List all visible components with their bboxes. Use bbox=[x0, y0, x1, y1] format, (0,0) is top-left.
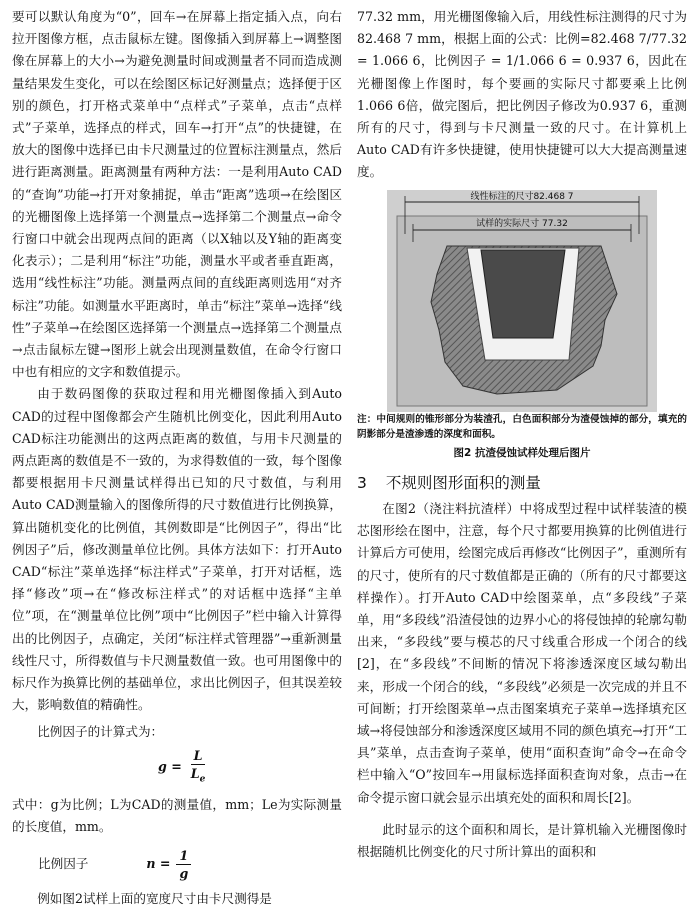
formula-lhs: n = bbox=[146, 856, 171, 872]
figure-caption: 图2 抗渣侵蚀试样处理后图片 bbox=[453, 446, 591, 459]
denominator-subscript: e bbox=[199, 774, 206, 785]
section-heading bbox=[357, 472, 687, 494]
sample-photo bbox=[387, 190, 657, 412]
formula-lhs: g = bbox=[158, 759, 182, 775]
paragraph: 要可以默认角度为“0”，回车→在屏幕上指定插入点，向右拉开图像方框，点击鼠标左键。图像插入到屏幕上→调整图像在屏幕上的大小→为避免测量时间或测量者不同而造成测量结果发生变化，可以在绘图区标记好测量点；选择便于区别的颜色，打开格式菜单中“点样式”子菜单，点击“点样式”子菜单，选择点的样式，回车→打开“点”的快捷键，在放大的图像中选择已由卡尺测量过的位置标注测量点，然后进行距离测量。距离测量有两种方法：一是利用Auto CAD的“查询”功能→打开对象捕捉，单击“距离”选项→在绘图区的光栅图像上选择第一个测量点→选择第二个测量点→命令行窗口中就会出现两点间的距离（以X轴以及Y轴的距离变化表示）；二是利用“标注”功能，测量水平或者垂直距离，选用“线性标注”功能。测量两点间的直线距离则选用“对齐标注”功能。如测量水平距离时，单击“标注”菜单→选择“线性”子菜单→在绘图区选择第一个测量点→选择第二个测量点→点击鼠标左键→图形上就会出现测量数值，在命令行窗口中也有相应的文字和数值提示。 bbox=[12, 9, 342, 380]
paragraph: 此时显示的这个面积和周长，是计算机输入光栅图像时根据随机比例变化的尺寸所计算出的面积和 bbox=[357, 821, 687, 860]
figure-note: 注：中间规则的锥形部分为装渣孔，白色面积部分为渣侵蚀掉的部分，填充的阴影部分是渣渗透的深度和面积。 bbox=[357, 413, 687, 440]
right-column bbox=[357, 6, 687, 863]
denominator-symbol: L bbox=[190, 765, 200, 781]
paragraph: 在图2（浇注料抗渣样）中将成型过程中试样装渣的模芯图形绘在图中，注意，每个尺寸都要用换算的比例值进行计算后方可使用，绘图完成后再修改“比例因子”，重测所有的尺寸，使所有的尺寸数值都是正确的（所有的尺寸都要这样操作）。打开Auto CAD中绘图菜单，点“多段线”子菜单，用“多段线”沿渣侵蚀的边界小心的将侵蚀掉的轮廓勾勒出来，“多段线”要与模芯的尺寸线重合形成一个闭合的线[2]，在“多段线”不间断的情况下将渗透深度区域勾勒出来，形成一个闭合的线，“多段线”必须是一次完成的并且不可间断；打开绘图菜单→点击图案填充子菜单→选择填充区域→将侵蚀部分和渗透深度区域用不同的颜色填充→打开“工具”菜单，点击查询子菜单，使用“面积查询”命令→在命令栏中输入“O”按回车→用鼠标选择面积查询对象，点击→在命令提示窗口就会显示出填充处的面积和周长[2]。 bbox=[357, 501, 687, 805]
section-number: 3 bbox=[357, 473, 367, 492]
dimension-label-bottom: 试样的实际尺寸 77.32 bbox=[476, 218, 568, 229]
formula-scale bbox=[12, 747, 342, 789]
formula-factor bbox=[12, 847, 342, 882]
figure-2 bbox=[357, 190, 687, 464]
paragraph: 由于数码图像的获取过程和用光栅图像插入到Auto CAD的过程中图像都会产生随机比例变化，因此利用Auto CAD标注功能测出的这两点距离的数值，与用卡尺测量的两点距离的数值是不一致的，为求得数值的一致，每个图像都要根据用卡尺测量试样得出已知的尺寸数值，与利用Auto CAD测量输入的图像所得的尺寸数值进行比例换算，算出随机变化的比例值，其例数即是“比例因子”，得出“比例因子”后，修改测量单位比例。具体方法如下：打开Auto CAD“标注”菜单选择“标注样式”子菜单，打开对话框，选择“修改”项→在“修改标注样式”的对话框中选择“主单位”项，在“测量单位比例”项中“比例因子”栏中输入计算得出的比例因子，点确定，关闭“标注样式管理器”→重新测量线性尺寸，所得数值与卡尺测量数值一致。也可用图像中的标尺作为换算比例的基础单位，求出比例因子，但其误差较大，影响数值的精确性。 bbox=[12, 386, 342, 713]
paragraph: 77.32 mm，用光栅图像输入后，用线性标注测得的尺寸为82.468 7 mm，根据上面的公式：比例=82.468 7/77.32 = 1.066 6，比例因子 = 1/1.066 6 = 0.937 6，因此在光栅图像上作图时，每个要画的实际尺寸都要乘上比例1.066 6倍，做完图后，把比例因子修改为0.937 6，重测所有的尺寸，得到与卡尺测量一致的尺寸。在计算机上Auto CAD有许多快捷键，使用快捷键可以大大提高测量速度。 bbox=[357, 9, 687, 180]
formula-label: 比例因子 bbox=[38, 856, 89, 872]
denominator bbox=[188, 765, 209, 789]
paragraph: 式中：g为比例；L为CAD的测量值，mm；Le为实际测量的长度值，mm。 bbox=[12, 797, 342, 835]
fraction bbox=[188, 747, 209, 789]
fraction bbox=[176, 847, 191, 882]
denominator: g bbox=[179, 865, 189, 881]
paragraph: 例如图2试样上面的宽度尺寸由卡尺测得是 bbox=[37, 890, 272, 906]
paragraph: 比例因子的计算式为： bbox=[37, 723, 164, 739]
numerator: L bbox=[191, 747, 206, 765]
section-title: 不规则图形面积的测量 bbox=[385, 473, 541, 492]
numerator: 1 bbox=[176, 847, 191, 865]
left-column bbox=[12, 6, 342, 910]
dimension-label-top: 线性标注的尺寸82.468 7 bbox=[470, 191, 574, 202]
slag-hole-cone bbox=[481, 250, 565, 338]
